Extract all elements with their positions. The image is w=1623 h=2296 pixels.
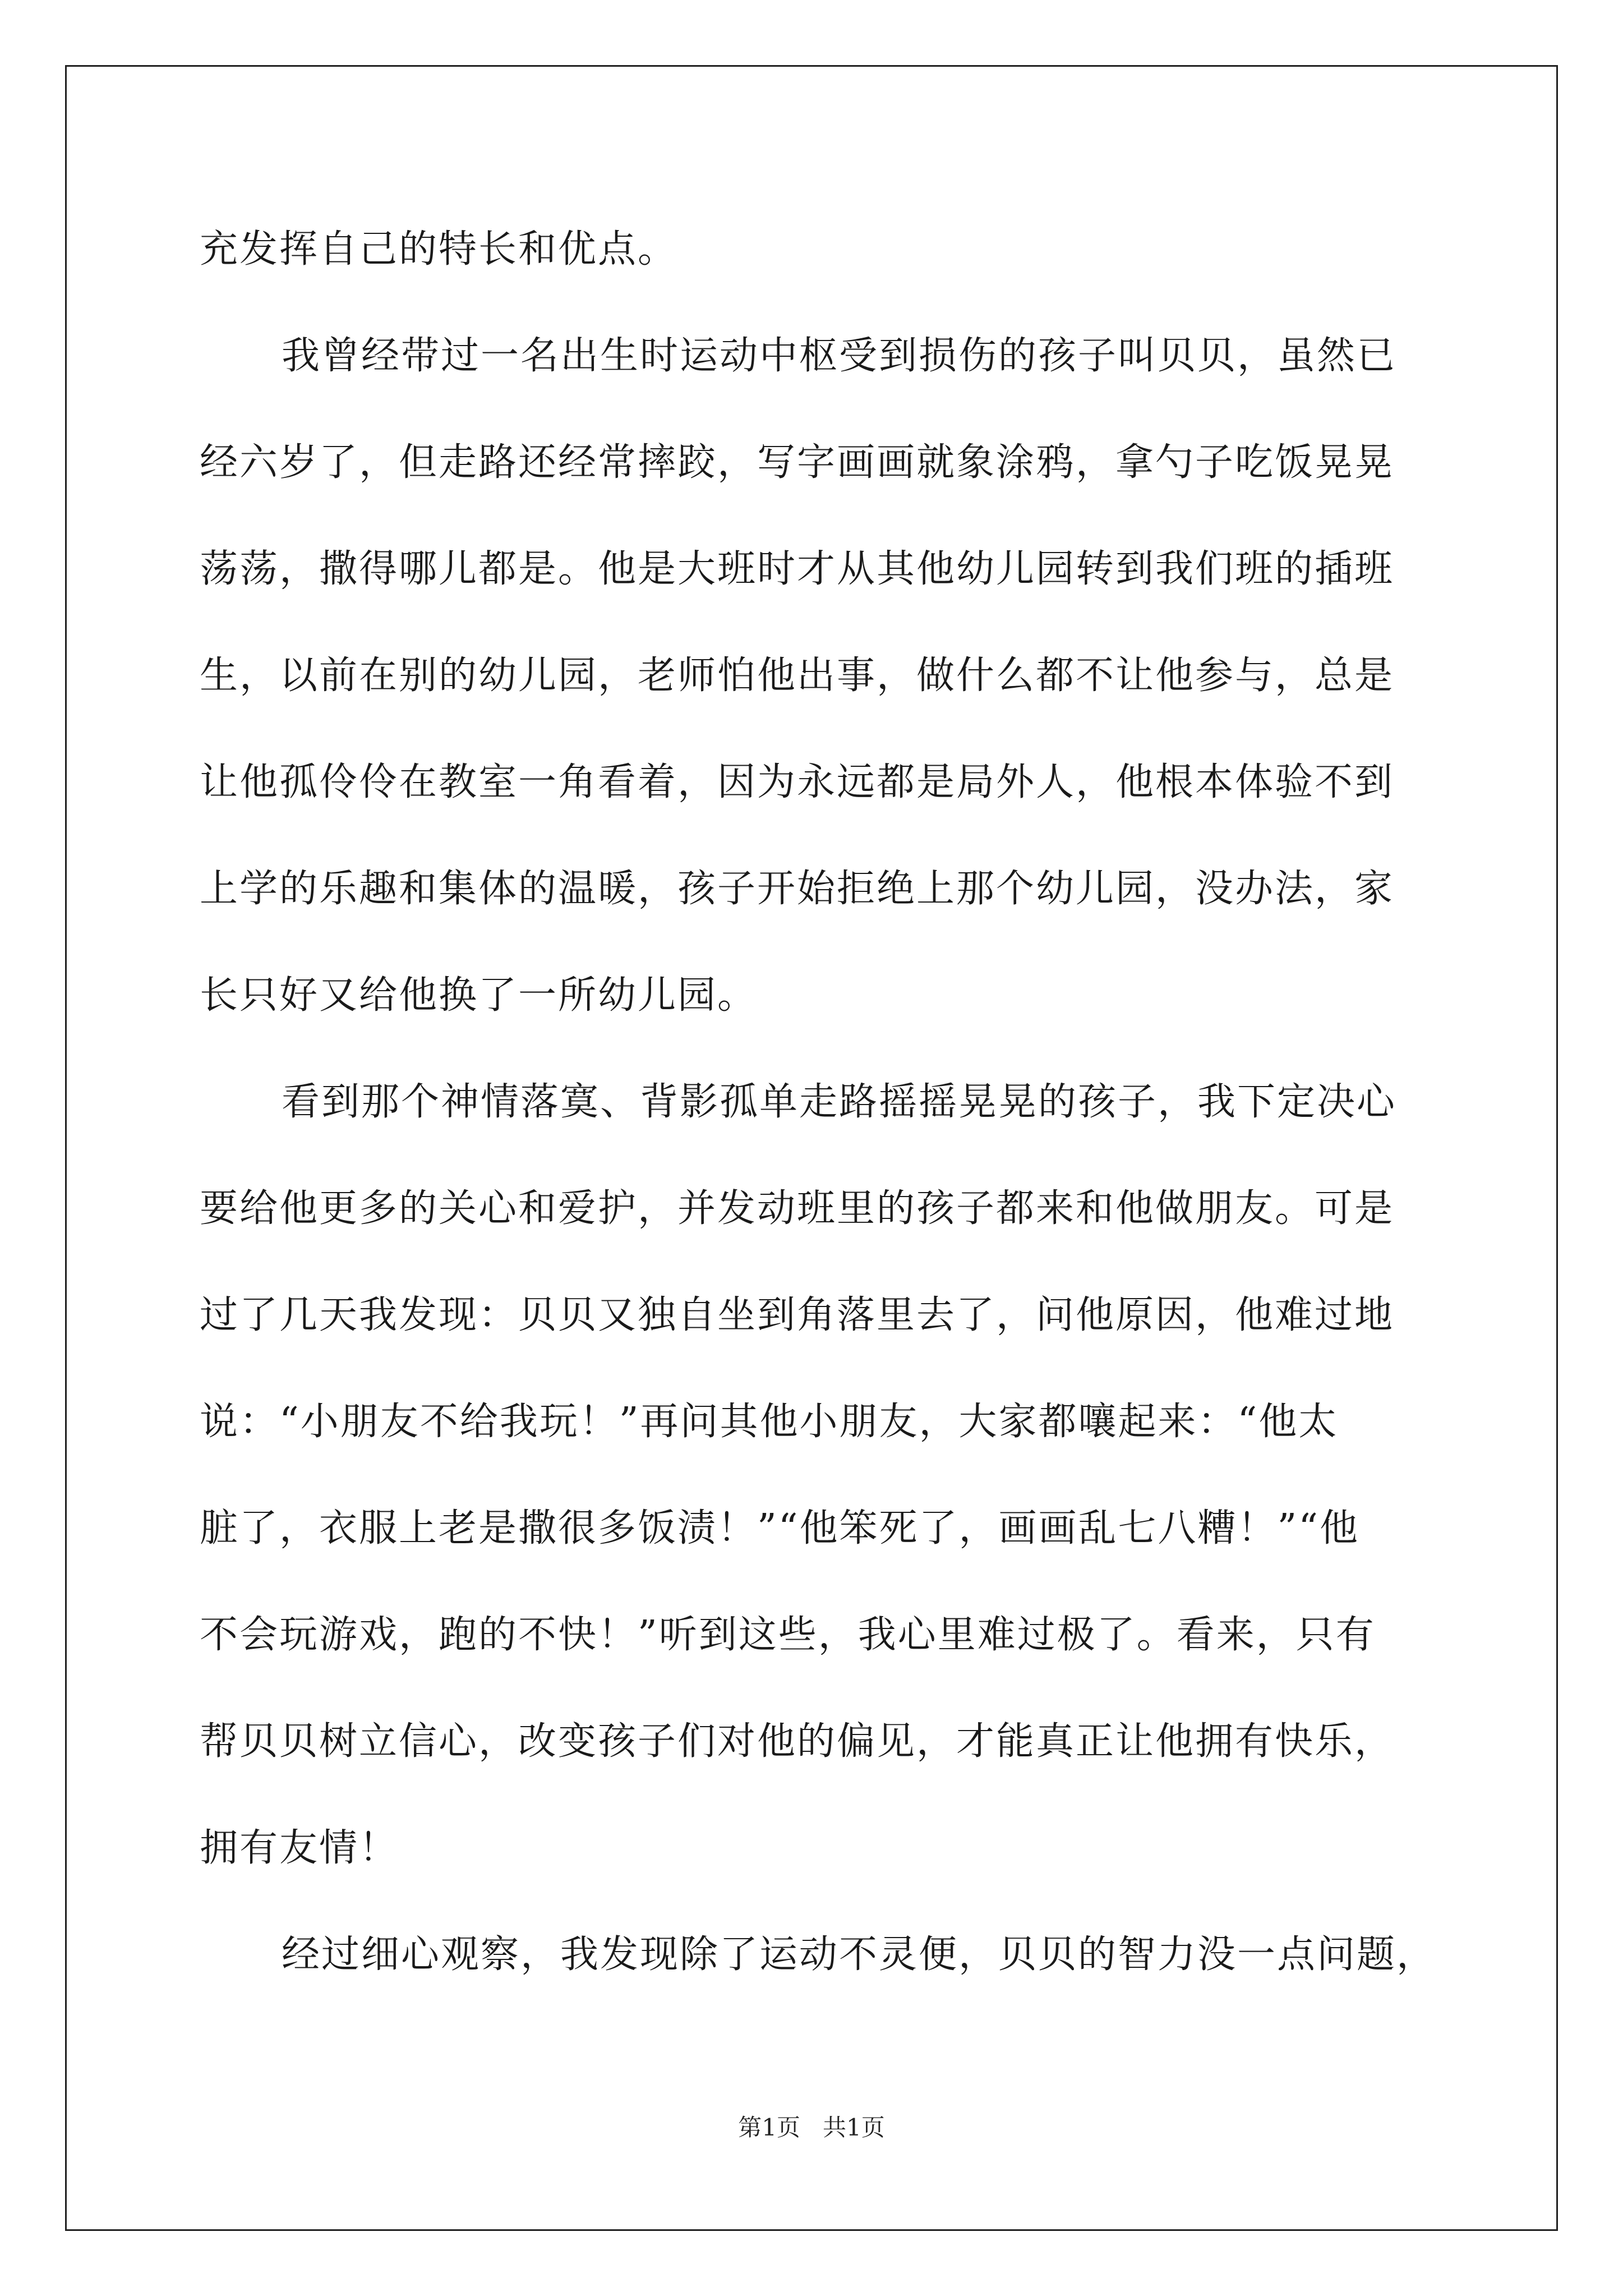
- text-line: 脏了，衣服上老是撒很多饭渍！”“他笨死了，画画乱七八糟！”“他: [200, 1506, 1360, 1550]
- page-number-footer: 第1页 共1页: [738, 2114, 885, 2141]
- text-line: 荡荡，撒得哪儿都是。他是大班时才从其他幼儿园转到我们班的插班: [200, 547, 1395, 591]
- paragraph-start-line: 经过细心观察，我发现除了运动不灵便，贝贝的智力没一点问题，: [282, 1932, 1437, 1977]
- paragraph-start-line: 看到那个神情落寞、背影孤单走路摇摇晃晃的孩子，我下定决心: [282, 1080, 1397, 1124]
- text-line: 生，以前在别的幼儿园，老师怕他出事，做什么都不让他参与，总是: [200, 654, 1395, 698]
- document-body: [200, 196, 1437, 2008]
- text-line: 充发挥自己的特长和优点。: [200, 227, 678, 272]
- text-line: 让他孤伶伶在教室一角看着，因为永远都是局外人，他根本体验不到: [200, 760, 1395, 804]
- text-line: 经六岁了，但走路还经常摔跤，写字画画就象涂鸦，拿勺子吃饭晃晃: [200, 440, 1395, 485]
- text-line: 长只好又给他换了一所幼儿园。: [200, 973, 758, 1018]
- text-line: 拥有友情！: [200, 1826, 399, 1870]
- text-line: 不会玩游戏，跑的不快！”听到这些，我心里难过极了。看来，只有: [200, 1613, 1376, 1657]
- text-line: 说：“小朋友不给我玩！”再问其他小朋友，大家都嚷起来：“他太: [200, 1400, 1339, 1444]
- text-line: 过了几天我发现：贝贝又独自坐到角落里去了，问他原因，他难过地: [200, 1293, 1395, 1337]
- text-line: 上学的乐趣和集体的温暖，孩子开始拒绝上那个幼儿园，没办法，家: [200, 867, 1395, 911]
- paragraph-start-line: 我曾经带过一名出生时运动中枢受到损伤的孩子叫贝贝，虽然已: [282, 334, 1397, 378]
- text-line: 要给他更多的关心和爱护，并发动班里的孩子都来和他做朋友。可是: [200, 1186, 1395, 1231]
- text-line: 帮贝贝树立信心，改变孩子们对他的偏见，才能真正让他拥有快乐，: [200, 1719, 1395, 1764]
